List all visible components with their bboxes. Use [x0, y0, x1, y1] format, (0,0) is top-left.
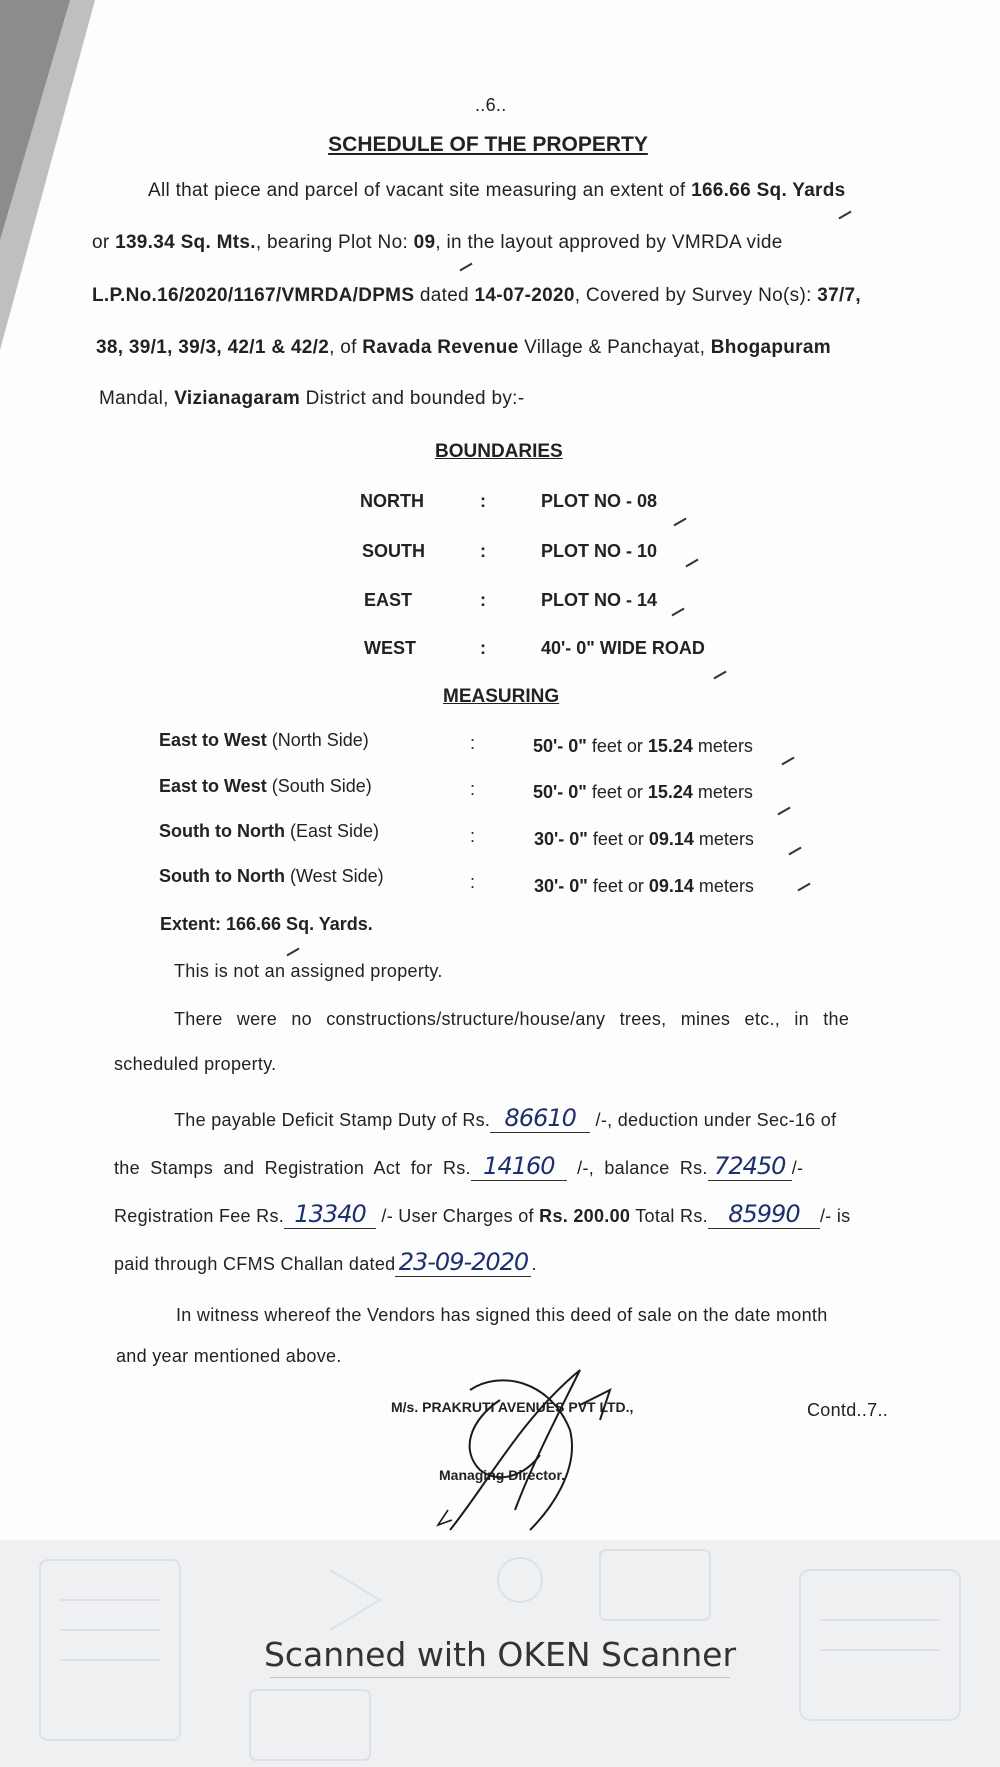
measure-row-2-value: 50'- 0" feet or 15.24 meters	[533, 782, 753, 802]
boundary-north-label: NORTH	[360, 491, 424, 511]
measure-row-1-side: East to West (North Side)	[159, 730, 369, 750]
signatory-role: Managing Director.	[439, 1467, 566, 1483]
company-name: M/s. PRAKRUTI AVENUES PVT LTD.,	[391, 1399, 634, 1415]
witness-line-1: In witness whereof the Vendors has signed this deed of sale on the date month	[176, 1305, 828, 1325]
boundaries-heading: BOUNDARIES	[435, 441, 563, 462]
boundary-south-value: PLOT NO - 10	[541, 541, 658, 561]
measure-row-4-side: South to North (West Side)	[159, 866, 384, 886]
deduction-amount: 14160	[471, 1152, 567, 1181]
scanner-footer	[0, 1540, 1000, 1767]
district: Vizianagaram	[174, 388, 301, 409]
survey-numbers: 38, 39/1, 39/3, 42/1 & 42/2	[96, 337, 330, 358]
plot-number: 09	[413, 232, 436, 253]
tick-mark	[777, 807, 790, 816]
stamp-duty-line-1: The payable Deficit Stamp Duty of Rs. 86610 /-, deduction under Sec-16 of	[174, 1104, 837, 1132]
witness-line-2: and year mentioned above.	[116, 1346, 342, 1366]
village: Ravada Revenue	[362, 337, 519, 358]
boundary-east-label: EAST	[364, 590, 413, 610]
intro-line-1: All that piece and parcel of vacant site measuring an extent of 166.66 Sq. Yards	[148, 180, 846, 201]
challan-line: paid through CFMS Challan dated 23-09-2020 .	[114, 1248, 537, 1276]
measuring-heading: MEASURING	[443, 686, 560, 707]
intro-line-2: or 139.34 Sq. Mts., bearing Plot No: 09, in the layout approved by VMRDA vide	[92, 232, 783, 253]
measure-row-1-value: 50'- 0" feet or 15.24 meters	[533, 736, 753, 756]
document-page: ..6.. SCHEDULE OF THE PROPERTY All that piece and parcel of vacant site measuring an extent of 166.66 Sq. Yards or 139.34 Sq. Mts., bearing Plot No: 09, in the layout approved by VMRDA vide L.P.No.16/2020/1167/VMRDA/DPMS dated 14-07-2020, Covered by Survey No(s): 37/7, 38, 39/1, 39/3, 42/1 & 42/2, of Ravada Revenue Village & Panchayat, Bhogapuram Mandal, Vizianagaram District and bounded by:- BOUNDARIES NORTH : PLOT NO - 08 SOUTH : PLOT NO - 10 EAST : PLOT NO - 14 WEST : 40'- 0" WIDE ROAD MEASURING East to West (North Side) : 50'- 0" feet or 15.24 meters East to West (South Side) : 50'- 0" feet or 15.24 meters South to North (East Side) : 30'- 0" feet or 09.14 meters South to North (West Side) : 30'- 0" feet or 09.14 meters Extent: 166.66 Sq. Yards. This is not an assigned property. There were no constructions/structure/house/any trees, mines etc., in the scheduled property. The payable Deficit Stamp Duty of Rs. 86610 /-, deduction under Sec-16 of the Stamps and Registration Act for Rs. 14160 /-, balance Rs. 72450 /- Registration Fee Rs. 13340 /- User Charges of Rs. 200.00 Total Rs. 85990 /- is paid through CFMS Challan dated 23-09-2020 . In witness whereof the Vendors has signed this deed of sale on the date month and year mentioned above. M/s. PRAKRUTI AVENUES PVT LTD., Managing Director. Contd..7..	[0, 0, 1000, 1540]
boundary-north-value: PLOT NO - 08	[541, 491, 658, 511]
intro-line-5: Mandal, Vizianagaram District and bounded by:-	[99, 388, 525, 409]
tick-mark	[286, 948, 299, 957]
no-constructions-line-2: scheduled property.	[114, 1054, 277, 1074]
boundary-south-label: SOUTH	[362, 541, 425, 561]
tick-mark	[788, 847, 801, 856]
page-number: ..6..	[475, 95, 507, 115]
tick-mark	[685, 559, 698, 568]
tick-mark	[459, 263, 472, 272]
measure-row-2-side: East to West (South Side)	[159, 776, 372, 796]
layout-number: L.P.No.16/2020/1167/VMRDA/DPMS	[92, 285, 415, 306]
tick-mark	[671, 608, 684, 617]
challan-date: 23-09-2020	[395, 1248, 531, 1277]
measure-row-3-side: South to North (East Side)	[159, 821, 380, 841]
measure-row-3-value: 30'- 0" feet or 09.14 meters	[534, 829, 754, 849]
tick-mark	[838, 211, 851, 220]
extent-line: Extent: 166.66 Sq. Yards.	[160, 914, 373, 934]
registration-fee-line: Registration Fee Rs. 13340 /- User Charges of Rs. 200.00 Total Rs. 85990 /- is	[114, 1200, 851, 1228]
stamp-duty-line-2: the Stamps and Registration Act for Rs. 14160 /-, balance Rs. 72450 /-	[114, 1152, 804, 1180]
intro-line-3: L.P.No.16/2020/1167/VMRDA/DPMS dated 14-07-2020, Covered by Survey No(s): 37/7,	[92, 285, 861, 306]
total-amount: 85990	[708, 1200, 820, 1229]
document-title: SCHEDULE OF THE PROPERTY	[328, 133, 648, 156]
footer-divider	[270, 1677, 730, 1678]
extent-sq-yards: 166.66 Sq. Yards	[691, 180, 846, 201]
layout-date: 14-07-2020	[474, 285, 575, 306]
tick-mark	[797, 883, 810, 892]
boundary-east-value: PLOT NO - 14	[541, 590, 658, 610]
tick-mark	[713, 671, 726, 680]
registration-fee-amount: 13340	[284, 1200, 376, 1229]
deficit-stamp-duty-amount: 86610	[490, 1104, 590, 1133]
handwritten-signature	[430, 1360, 650, 1540]
continued-marker: Contd..7..	[807, 1400, 889, 1420]
measure-row-4-value: 30'- 0" feet or 09.14 meters	[534, 876, 754, 896]
user-charges-amount: Rs. 200.00	[539, 1206, 631, 1226]
not-assigned-statement: This is not an assigned property.	[174, 961, 443, 981]
scanner-watermark-text: Scanned with OKEN Scanner	[263, 1635, 737, 1674]
no-constructions-line-1: There were no constructions/structure/house/any trees, mines etc., in the	[174, 1009, 850, 1029]
tick-mark	[673, 518, 686, 527]
boundary-west-value: 40'- 0" WIDE ROAD	[541, 638, 705, 658]
intro-line-4: 38, 39/1, 39/3, 42/1 & 42/2, of Ravada Revenue Village & Panchayat, Bhogapuram	[96, 337, 831, 358]
mandal: Bhogapuram	[710, 337, 831, 358]
balance-amount: 72450	[708, 1152, 792, 1181]
tick-mark	[781, 757, 794, 766]
boundary-west-label: WEST	[364, 638, 416, 658]
